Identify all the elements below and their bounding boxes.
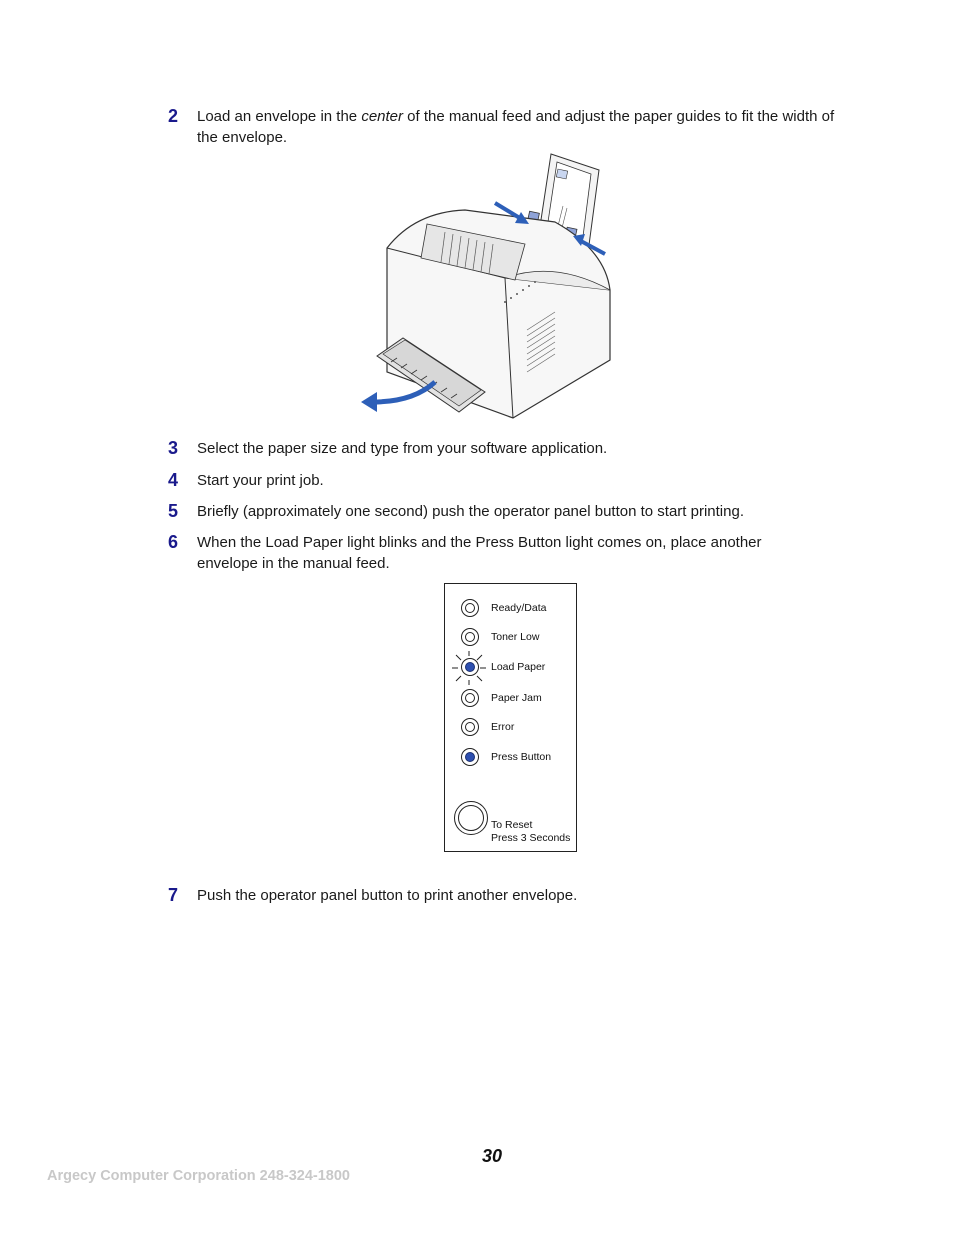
reset-instruction: To Reset Press 3 Seconds: [491, 819, 571, 844]
step-number: 2: [168, 106, 179, 126]
light-label: Toner Low: [491, 631, 540, 643]
footer-text: Argecy Computer Corporation 248-324-1800: [47, 1168, 350, 1184]
light-label: Ready/Data: [491, 602, 547, 614]
light-off-icon: [461, 718, 479, 736]
step-text: Start your print job.: [197, 472, 324, 489]
operator-button-icon: [454, 801, 488, 835]
operator-panel-illustration: [444, 583, 577, 852]
light-label: Error: [491, 721, 515, 733]
step-number: 3: [168, 438, 179, 458]
light-toner-low: [445, 628, 578, 648]
light-off-icon: [461, 628, 479, 646]
step-number: 4: [168, 470, 179, 490]
step-text: Select the paper size and type from your software application.: [197, 440, 608, 457]
emphasis-text: center: [361, 108, 404, 125]
light-load-paper: [445, 658, 578, 678]
step-text: Load an envelope in the center of the manual feed and adjust the paper guides to fit the width of the envelope.: [197, 108, 835, 146]
light-off-icon: [461, 689, 479, 707]
light-label: Press Button: [491, 751, 552, 763]
page-number: 30: [482, 1146, 503, 1166]
light-label: Paper Jam: [491, 692, 542, 704]
light-on-icon: [461, 748, 479, 766]
printer-envelope-illustration: [355, 150, 620, 422]
step-text: Push the operator panel button to print another envelope.: [197, 887, 578, 904]
step-text: When the Load Paper light blinks and the Press Button light comes on, place another envelope in the manual feed.: [197, 534, 762, 572]
light-ready-data: [445, 599, 578, 619]
light-label: Load Paper: [491, 661, 546, 673]
step-text: Briefly (approximately one second) push the operator panel button to start printing.: [197, 503, 744, 520]
light-off-icon: [461, 599, 479, 617]
light-blinking-icon: [461, 658, 479, 676]
step-number: 7: [168, 885, 179, 905]
light-paper-jam: [445, 689, 578, 709]
step-number: 6: [168, 532, 179, 552]
light-press-button: [445, 748, 578, 768]
step-number: 5: [168, 501, 179, 521]
light-error: [445, 718, 578, 738]
